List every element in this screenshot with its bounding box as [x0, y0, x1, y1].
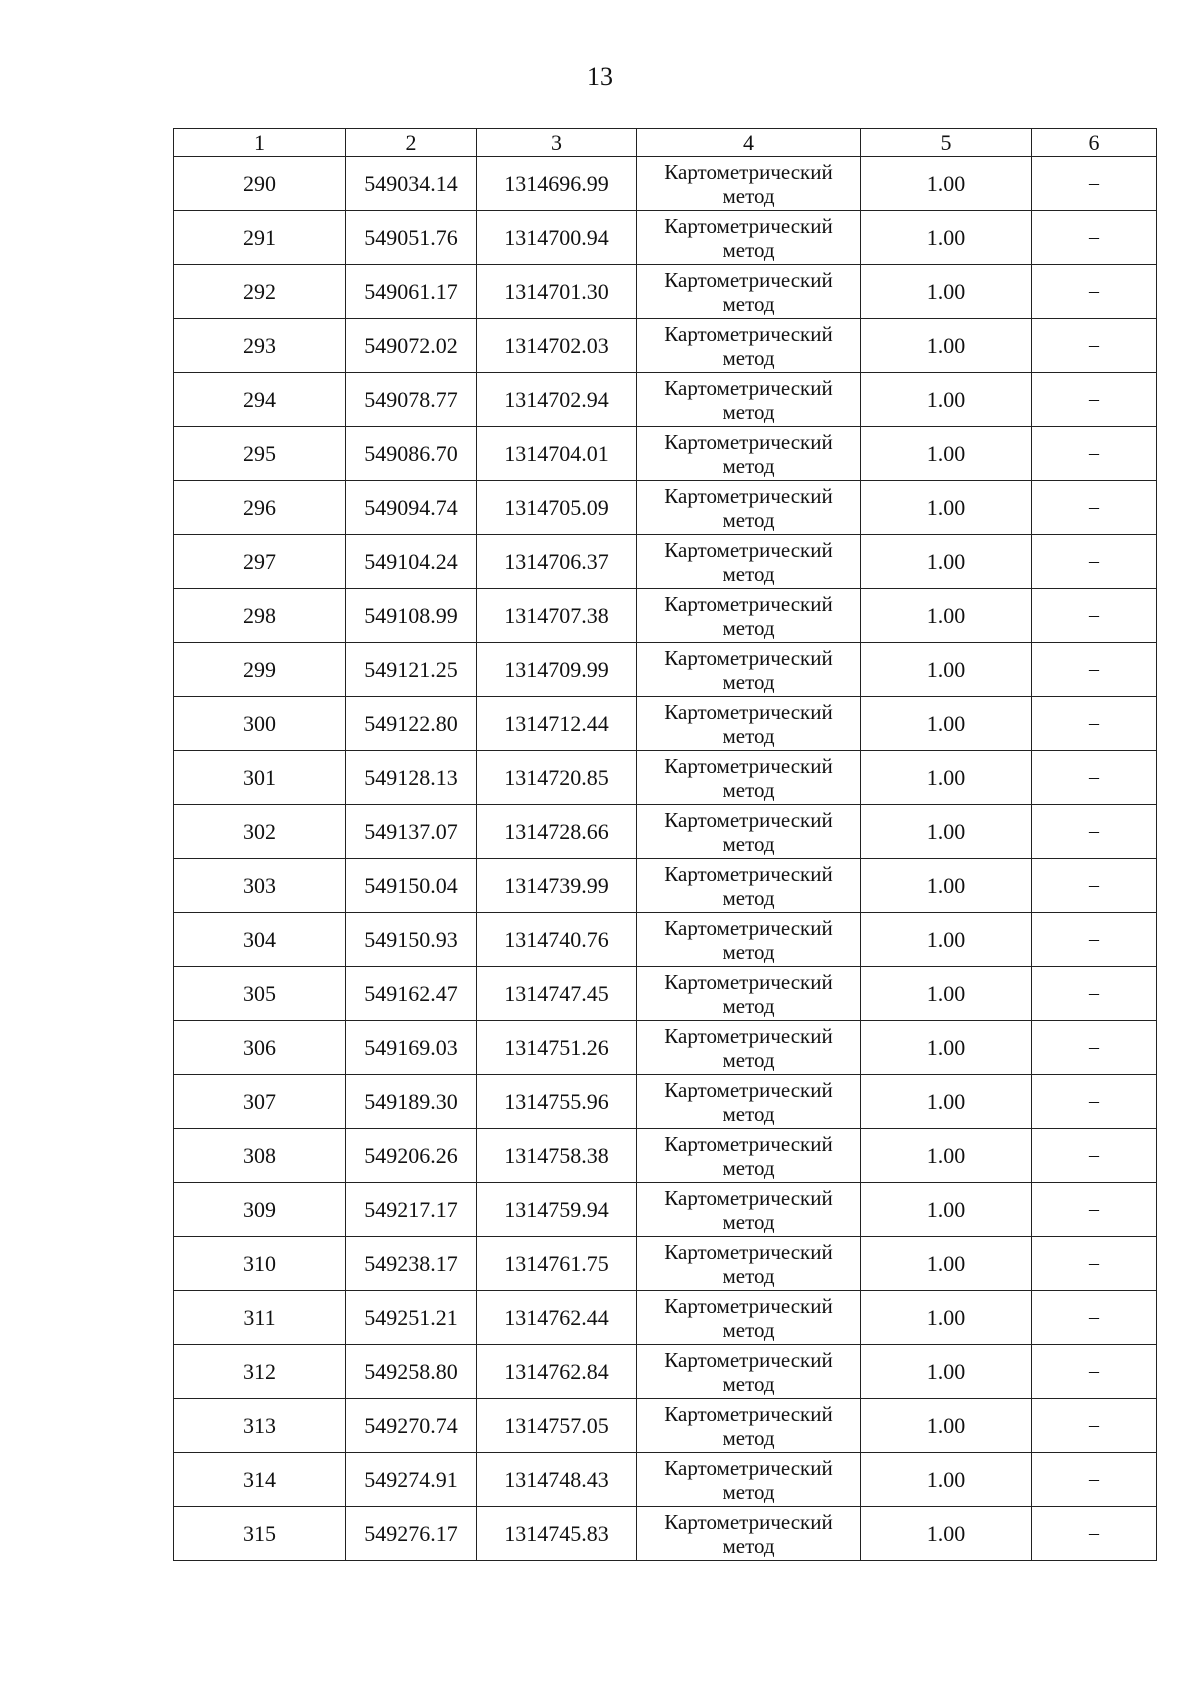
method-line-1: Картометрический — [664, 483, 833, 508]
point-number-cell: 302 — [174, 805, 346, 859]
table-row — [174, 157, 1157, 211]
x-coordinate-cell: 549238.17 — [346, 1237, 477, 1291]
accuracy-cell: 1.00 — [861, 859, 1032, 913]
method-line-1: Картометрический — [664, 429, 833, 454]
point-number-cell: 306 — [174, 1021, 346, 1075]
note-cell: – — [1032, 1507, 1157, 1561]
table-row — [174, 1453, 1157, 1507]
method-line-1: Картометрический — [664, 1077, 833, 1102]
accuracy-cell: 1.00 — [861, 913, 1032, 967]
accuracy-cell: 1.00 — [861, 319, 1032, 373]
table-row — [174, 697, 1157, 751]
header-row — [174, 129, 1157, 157]
x-coordinate-cell: 549078.77 — [346, 373, 477, 427]
x-coordinate-cell: 549217.17 — [346, 1183, 477, 1237]
accuracy-cell: 1.00 — [861, 427, 1032, 481]
accuracy-cell: 1.00 — [861, 535, 1032, 589]
point-number-cell: 300 — [174, 697, 346, 751]
note-cell: – — [1032, 535, 1157, 589]
point-number-cell: 291 — [174, 211, 346, 265]
x-coordinate-cell: 549189.30 — [346, 1075, 477, 1129]
x-coordinate-cell: 549251.21 — [346, 1291, 477, 1345]
method-cell — [637, 1129, 861, 1183]
accuracy-cell: 1.00 — [861, 373, 1032, 427]
point-number-cell: 290 — [174, 157, 346, 211]
y-coordinate-cell: 1314706.37 — [477, 535, 637, 589]
method-line-2: метод — [722, 1209, 775, 1234]
method-cell — [637, 697, 861, 751]
table-row — [174, 373, 1157, 427]
method-cell — [637, 1399, 861, 1453]
method-line-1: Картометрический — [664, 537, 833, 562]
method-line-2: метод — [722, 723, 775, 748]
method-cell — [637, 1021, 861, 1075]
accuracy-cell: 1.00 — [861, 805, 1032, 859]
accuracy-cell: 1.00 — [861, 265, 1032, 319]
method-line-2: метод — [722, 1263, 775, 1288]
x-coordinate-cell: 549086.70 — [346, 427, 477, 481]
method-cell — [637, 1453, 861, 1507]
method-line-2: метод — [722, 993, 775, 1018]
method-line-2: метод — [722, 453, 775, 478]
x-coordinate-cell: 549108.99 — [346, 589, 477, 643]
method-line-1: Картометрический — [664, 807, 833, 832]
table-row — [174, 589, 1157, 643]
method-line-1: Картометрический — [664, 1131, 833, 1156]
point-number-cell: 314 — [174, 1453, 346, 1507]
y-coordinate-cell: 1314740.76 — [477, 913, 637, 967]
method-line-2: метод — [722, 669, 775, 694]
x-coordinate-cell: 549104.24 — [346, 535, 477, 589]
x-coordinate-cell: 549258.80 — [346, 1345, 477, 1399]
table-row — [174, 211, 1157, 265]
y-coordinate-cell: 1314696.99 — [477, 157, 637, 211]
table-row — [174, 643, 1157, 697]
x-coordinate-cell: 549137.07 — [346, 805, 477, 859]
note-cell: – — [1032, 157, 1157, 211]
point-number-cell: 292 — [174, 265, 346, 319]
point-number-cell: 315 — [174, 1507, 346, 1561]
method-cell — [637, 157, 861, 211]
x-coordinate-cell: 549270.74 — [346, 1399, 477, 1453]
y-coordinate-cell: 1314702.03 — [477, 319, 637, 373]
table-row — [174, 967, 1157, 1021]
method-line-2: метод — [722, 507, 775, 532]
method-line-1: Картометрический — [664, 969, 833, 994]
y-coordinate-cell: 1314748.43 — [477, 1453, 637, 1507]
y-coordinate-cell: 1314707.38 — [477, 589, 637, 643]
point-number-cell: 311 — [174, 1291, 346, 1345]
point-number-cell: 299 — [174, 643, 346, 697]
point-number-cell: 313 — [174, 1399, 346, 1453]
table-row — [174, 1129, 1157, 1183]
note-cell: – — [1032, 1453, 1157, 1507]
method-line-1: Картометрический — [664, 1239, 833, 1264]
header-col-4: 4 — [637, 129, 861, 157]
method-line-2: метод — [722, 777, 775, 802]
x-coordinate-cell: 549034.14 — [346, 157, 477, 211]
method-line-2: метод — [722, 1479, 775, 1504]
method-cell — [637, 211, 861, 265]
y-coordinate-cell: 1314701.30 — [477, 265, 637, 319]
point-number-cell: 301 — [174, 751, 346, 805]
point-number-cell: 307 — [174, 1075, 346, 1129]
method-line-2: метод — [722, 885, 775, 910]
table-row — [174, 427, 1157, 481]
header-col-1: 1 — [174, 129, 346, 157]
method-cell — [637, 1183, 861, 1237]
method-line-1: Картометрический — [664, 321, 833, 346]
note-cell: – — [1032, 1075, 1157, 1129]
x-coordinate-cell: 549094.74 — [346, 481, 477, 535]
method-line-2: метод — [722, 939, 775, 964]
method-cell — [637, 589, 861, 643]
y-coordinate-cell: 1314761.75 — [477, 1237, 637, 1291]
method-line-2: метод — [722, 291, 775, 316]
note-cell: – — [1032, 1129, 1157, 1183]
note-cell: – — [1032, 589, 1157, 643]
table-row — [174, 535, 1157, 589]
method-line-2: метод — [722, 1371, 775, 1396]
table-row — [174, 1237, 1157, 1291]
method-cell — [637, 319, 861, 373]
accuracy-cell: 1.00 — [861, 1453, 1032, 1507]
note-cell: – — [1032, 427, 1157, 481]
accuracy-cell: 1.00 — [861, 589, 1032, 643]
method-cell — [637, 805, 861, 859]
x-coordinate-cell: 549128.13 — [346, 751, 477, 805]
accuracy-cell: 1.00 — [861, 1075, 1032, 1129]
note-cell: – — [1032, 373, 1157, 427]
table-row — [174, 913, 1157, 967]
note-cell: – — [1032, 1345, 1157, 1399]
method-line-2: метод — [722, 561, 775, 586]
method-cell — [637, 751, 861, 805]
method-cell — [637, 1507, 861, 1561]
method-cell — [637, 1345, 861, 1399]
table-row — [174, 1507, 1157, 1561]
method-cell — [637, 1075, 861, 1129]
header-col-6: 6 — [1032, 129, 1157, 157]
method-line-2: метод — [722, 1155, 775, 1180]
point-number-cell: 309 — [174, 1183, 346, 1237]
method-cell — [637, 373, 861, 427]
point-number-cell: 296 — [174, 481, 346, 535]
accuracy-cell: 1.00 — [861, 1507, 1032, 1561]
method-line-1: Картометрический — [664, 1347, 833, 1372]
accuracy-cell: 1.00 — [861, 1129, 1032, 1183]
point-number-cell: 308 — [174, 1129, 346, 1183]
y-coordinate-cell: 1314747.45 — [477, 967, 637, 1021]
x-coordinate-cell: 549122.80 — [346, 697, 477, 751]
accuracy-cell: 1.00 — [861, 1021, 1032, 1075]
x-coordinate-cell: 549061.17 — [346, 265, 477, 319]
page-number: 13 — [587, 62, 613, 91]
accuracy-cell: 1.00 — [861, 157, 1032, 211]
x-coordinate-cell: 549150.04 — [346, 859, 477, 913]
accuracy-cell: 1.00 — [861, 697, 1032, 751]
method-line-2: метод — [722, 237, 775, 262]
y-coordinate-cell: 1314712.44 — [477, 697, 637, 751]
accuracy-cell: 1.00 — [861, 1345, 1032, 1399]
y-coordinate-cell: 1314762.44 — [477, 1291, 637, 1345]
x-coordinate-cell: 549051.76 — [346, 211, 477, 265]
table-row — [174, 1399, 1157, 1453]
y-coordinate-cell: 1314751.26 — [477, 1021, 637, 1075]
note-cell: – — [1032, 481, 1157, 535]
table-body — [174, 157, 1157, 1561]
method-line-1: Картометрический — [664, 159, 833, 184]
y-coordinate-cell: 1314705.09 — [477, 481, 637, 535]
method-line-1: Картометрический — [664, 1185, 833, 1210]
method-cell — [637, 859, 861, 913]
table-row — [174, 481, 1157, 535]
accuracy-cell: 1.00 — [861, 211, 1032, 265]
point-number-cell: 303 — [174, 859, 346, 913]
point-number-cell: 293 — [174, 319, 346, 373]
x-coordinate-cell: 549276.17 — [346, 1507, 477, 1561]
note-cell: – — [1032, 1183, 1157, 1237]
method-cell — [637, 481, 861, 535]
note-cell: – — [1032, 913, 1157, 967]
point-number-cell: 304 — [174, 913, 346, 967]
table-row — [174, 1291, 1157, 1345]
accuracy-cell: 1.00 — [861, 481, 1032, 535]
method-line-2: метод — [722, 399, 775, 424]
table-row — [174, 1183, 1157, 1237]
point-number-cell: 312 — [174, 1345, 346, 1399]
table-header — [174, 129, 1157, 157]
note-cell: – — [1032, 1021, 1157, 1075]
method-line-1: Картометрический — [664, 213, 833, 238]
method-line-1: Картометрический — [664, 1455, 833, 1480]
header-col-5: 5 — [861, 129, 1032, 157]
note-cell: – — [1032, 967, 1157, 1021]
y-coordinate-cell: 1314762.84 — [477, 1345, 637, 1399]
y-coordinate-cell: 1314704.01 — [477, 427, 637, 481]
accuracy-cell: 1.00 — [861, 751, 1032, 805]
x-coordinate-cell: 549162.47 — [346, 967, 477, 1021]
note-cell: – — [1032, 805, 1157, 859]
method-line-1: Картометрический — [664, 1509, 833, 1534]
method-line-1: Картометрический — [664, 915, 833, 940]
point-number-cell: 305 — [174, 967, 346, 1021]
y-coordinate-cell: 1314757.05 — [477, 1399, 637, 1453]
x-coordinate-cell: 549206.26 — [346, 1129, 477, 1183]
table-row — [174, 751, 1157, 805]
method-cell — [637, 1291, 861, 1345]
note-cell: – — [1032, 1237, 1157, 1291]
x-coordinate-cell: 549150.93 — [346, 913, 477, 967]
table-row — [174, 1345, 1157, 1399]
x-coordinate-cell: 549169.03 — [346, 1021, 477, 1075]
note-cell: – — [1032, 697, 1157, 751]
point-number-cell: 295 — [174, 427, 346, 481]
method-cell — [637, 967, 861, 1021]
method-cell — [637, 427, 861, 481]
point-number-cell: 297 — [174, 535, 346, 589]
table-row — [174, 265, 1157, 319]
coordinates-table — [173, 128, 1157, 1561]
table-row — [174, 1075, 1157, 1129]
method-line-2: метод — [722, 1425, 775, 1450]
table-row — [174, 859, 1157, 913]
accuracy-cell: 1.00 — [861, 643, 1032, 697]
method-line-1: Картометрический — [664, 1401, 833, 1426]
point-number-cell: 310 — [174, 1237, 346, 1291]
note-cell: – — [1032, 211, 1157, 265]
x-coordinate-cell: 549121.25 — [346, 643, 477, 697]
note-cell: – — [1032, 643, 1157, 697]
method-line-1: Картометрический — [664, 753, 833, 778]
table-row — [174, 319, 1157, 373]
method-line-2: метод — [722, 615, 775, 640]
y-coordinate-cell: 1314758.38 — [477, 1129, 637, 1183]
y-coordinate-cell: 1314720.85 — [477, 751, 637, 805]
accuracy-cell: 1.00 — [861, 1237, 1032, 1291]
point-number-cell: 298 — [174, 589, 346, 643]
y-coordinate-cell: 1314759.94 — [477, 1183, 637, 1237]
method-cell — [637, 1237, 861, 1291]
accuracy-cell: 1.00 — [861, 1291, 1032, 1345]
note-cell: – — [1032, 319, 1157, 373]
table-row — [174, 805, 1157, 859]
header-col-3: 3 — [477, 129, 637, 157]
header-col-2: 2 — [346, 129, 477, 157]
y-coordinate-cell: 1314755.96 — [477, 1075, 637, 1129]
method-line-2: метод — [722, 1533, 775, 1558]
method-cell — [637, 913, 861, 967]
method-line-2: метод — [722, 831, 775, 856]
method-line-1: Картометрический — [664, 1023, 833, 1048]
y-coordinate-cell: 1314702.94 — [477, 373, 637, 427]
method-line-1: Картометрический — [664, 591, 833, 616]
method-line-2: метод — [722, 183, 775, 208]
note-cell: – — [1032, 1399, 1157, 1453]
method-line-2: метод — [722, 1047, 775, 1072]
method-cell — [637, 643, 861, 697]
y-coordinate-cell: 1314739.99 — [477, 859, 637, 913]
note-cell: – — [1032, 265, 1157, 319]
method-line-2: метод — [722, 345, 775, 370]
method-cell — [637, 535, 861, 589]
method-line-1: Картометрический — [664, 267, 833, 292]
method-line-1: Картометрический — [664, 699, 833, 724]
table-row — [174, 1021, 1157, 1075]
method-line-1: Картометрический — [664, 861, 833, 886]
x-coordinate-cell: 549274.91 — [346, 1453, 477, 1507]
y-coordinate-cell: 1314709.99 — [477, 643, 637, 697]
method-line-1: Картометрический — [664, 375, 833, 400]
x-coordinate-cell: 549072.02 — [346, 319, 477, 373]
point-number-cell: 294 — [174, 373, 346, 427]
method-line-1: Картометрический — [664, 645, 833, 670]
accuracy-cell: 1.00 — [861, 1399, 1032, 1453]
accuracy-cell: 1.00 — [861, 967, 1032, 1021]
y-coordinate-cell: 1314745.83 — [477, 1507, 637, 1561]
y-coordinate-cell: 1314700.94 — [477, 211, 637, 265]
y-coordinate-cell: 1314728.66 — [477, 805, 637, 859]
method-line-2: метод — [722, 1317, 775, 1342]
method-line-2: метод — [722, 1101, 775, 1126]
note-cell: – — [1032, 751, 1157, 805]
accuracy-cell: 1.00 — [861, 1183, 1032, 1237]
method-line-1: Картометрический — [664, 1293, 833, 1318]
note-cell: – — [1032, 1291, 1157, 1345]
method-cell — [637, 265, 861, 319]
note-cell: – — [1032, 859, 1157, 913]
